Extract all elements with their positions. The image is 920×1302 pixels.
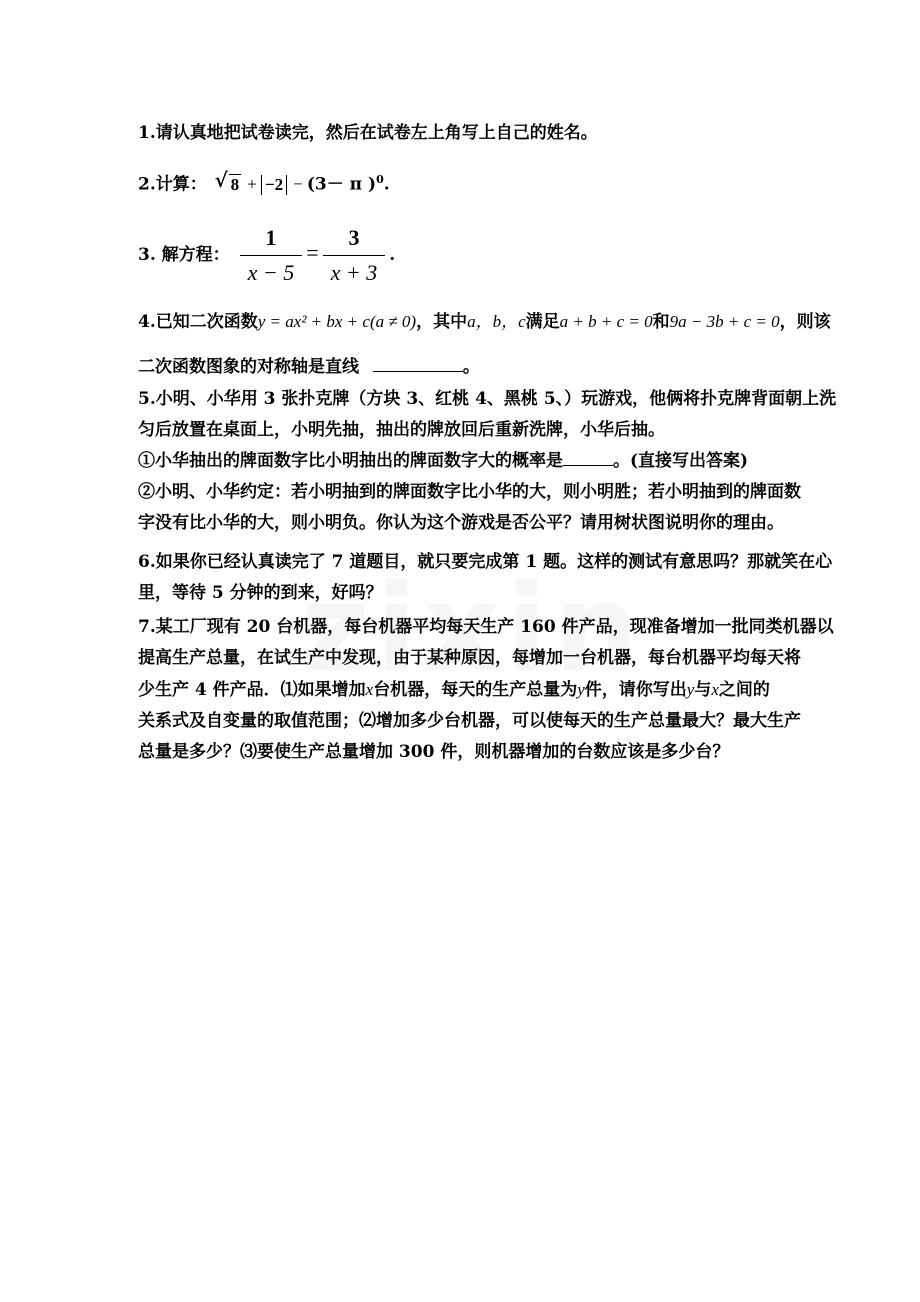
question-6: 6.如果你已经认真读完了 7 道题目，就只要完成第 1 题。这样的测试有意思吗？那就笑在心 里，等待 5 分钟的到来，好吗？ <box>138 552 833 603</box>
question-number: 3. <box>138 245 156 265</box>
condition-1: a + b + c = 0 <box>559 312 653 331</box>
fraction-left: $\frac{1}{x - 5}$ <box>240 225 303 286</box>
question-number: 7. <box>138 617 156 637</box>
question-number: 2. <box>138 174 156 195</box>
answer-blank[interactable] <box>563 447 613 466</box>
question-5: 5.小明、小华用 3 张扑克牌（方块 3、红桃 4、黑桃 5、）玩游戏，他俩将扑克牌背面朝上洗 匀后放置在桌面上，小明先抽，抽出的牌放回后重新洗牌，小华后抽。 ①小华抽出的牌面数字比小明抽出的牌面数字大的概率是 。(直接写出答案) ②小明、小华约定：若小明抽到的牌面数字比小华的大，则小明胜；若小明抽到的牌面数 字没有比小华的大，则小明负。你认为这个游戏是否公平？请用树状图说明你的理由。 <box>138 384 853 539</box>
question-number: 6. <box>138 552 156 572</box>
question-label: 计算： <box>155 174 207 195</box>
sqrt-expression: √ 8 <box>217 169 242 201</box>
question-number: 5. <box>138 389 156 409</box>
question-4-line-2: 二次函数图象的对称轴是直线 。 <box>138 352 853 383</box>
question-label: 解方程： <box>161 245 230 265</box>
question-3: 3. 解方程： $\frac{1}{x - 5}$ = $\frac{3}{x + 3}$ . <box>138 225 396 285</box>
sub-question-1: ①小华抽出的牌面数字比小明抽出的牌面数字大的概率是 。(直接写出答案) <box>138 446 853 477</box>
function-expression: y = ax² + bx + c(a ≠ 0) <box>257 312 417 331</box>
question-number: 1. <box>138 123 156 143</box>
exponent: 0 <box>376 173 384 186</box>
answer-blank[interactable] <box>373 353 463 372</box>
question-7: 7.某工厂现有 20 台机器，每台机器平均每天生产 160 件产品，现准备增加一批同类机器以 提高生产总量，在试生产中发现，由于某种原因，每增加一台机器，每台机器平均每天将 少生产 4 件产品．⑴如果增加x台机器，每天的生产总量为y件，请你写出y与x之间的 关系式及自变量的取值范围；⑵增加多少台机器，可以使每天的生产总量最大？最大生产 总量是多少？⑶要使生产总量增加 300 件，则机器增加的台数应该是多少台？ <box>138 617 834 762</box>
question-1 <box>138 118 853 149</box>
question-number: 4. <box>138 312 156 332</box>
question-2: 2.计算： √ 8 + −2 − (3－ π )$^0$. <box>138 164 853 201</box>
sub-question-2: ②小明、小华约定：若小明抽到的牌面数字比小华的大，则小明胜；若小明抽到的牌面数 <box>138 482 801 502</box>
fraction-right: $\frac{3}{x + 3}$ <box>323 225 386 286</box>
question-4: 4.已知二次函数y = ax² + bx + c(a ≠ 0)，其中a，b，c满足a + b + c = 0和9a − 3b + c = 0，则该 <box>138 312 831 332</box>
absolute-value: −2 <box>261 175 287 195</box>
question-text: 请认真地把试卷读完，然后在试卷左上角写上自己的姓名。 <box>155 123 598 143</box>
paren-expression: (3－ π ) <box>306 174 377 195</box>
condition-2: 9a − 3b + c = 0 <box>669 312 780 331</box>
